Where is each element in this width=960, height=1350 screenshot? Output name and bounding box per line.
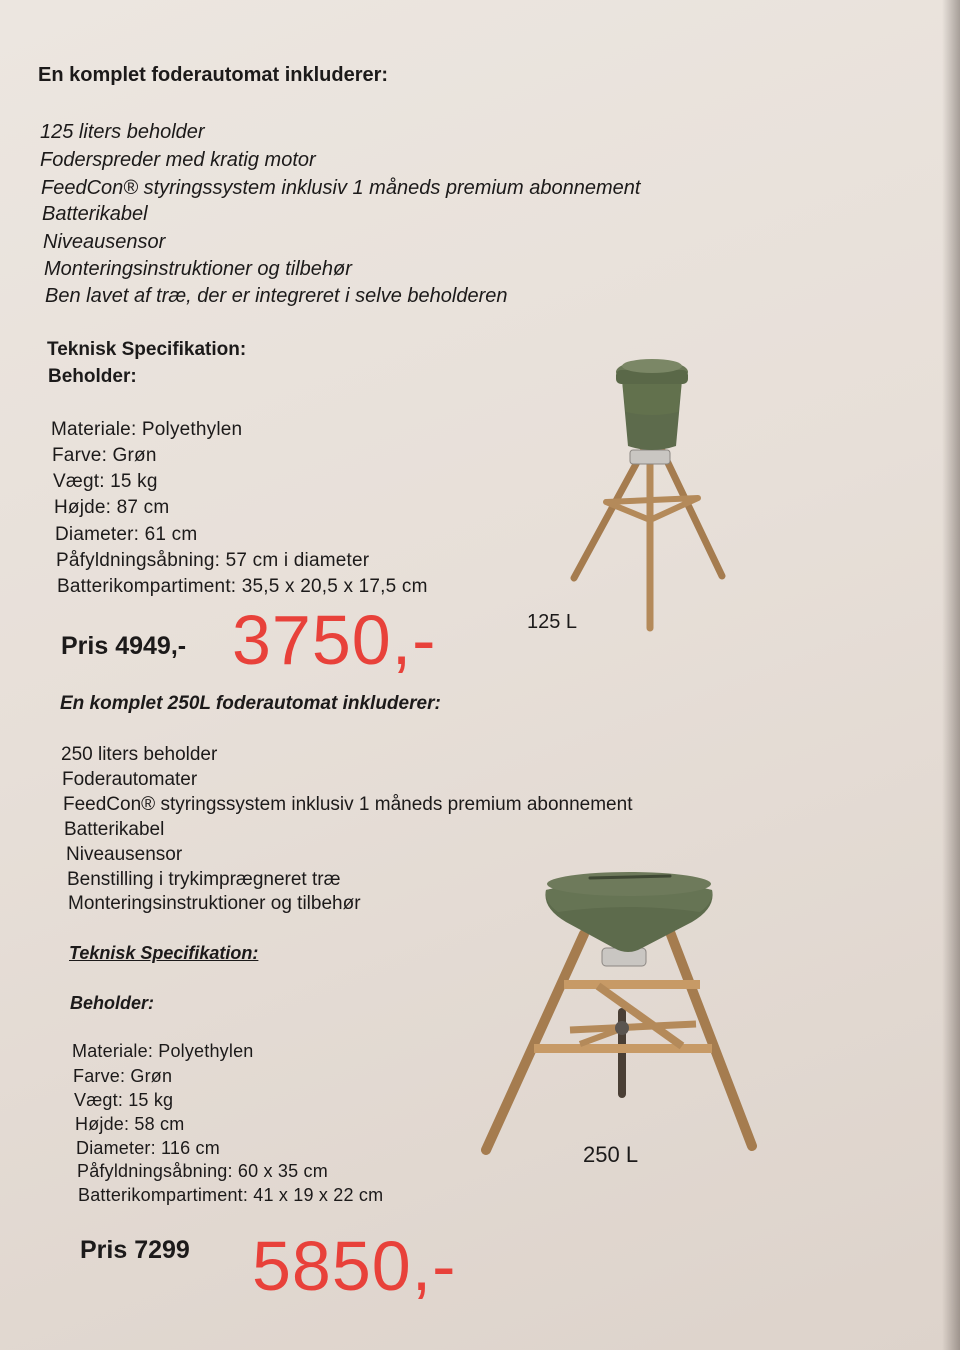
section1-list-item: Foderspreder med kratig motor xyxy=(40,149,316,171)
section2-spec-battery: Batterikompartiment: 41 x 19 x 22 cm xyxy=(78,1185,384,1205)
section2-spec-heading: Teknisk Specifikation: xyxy=(69,943,259,963)
section1-spec-battery: Batterikompartiment: 35,5 x 20,5 x 17,5 cm xyxy=(57,576,428,597)
section2-spec-opening: Påfyldningsåbning: 60 x 35 cm xyxy=(77,1161,328,1181)
section2-list-item: Niveausensor xyxy=(66,844,183,865)
section2-heading: En komplet 250L foderautomat inkluderer: xyxy=(60,693,441,714)
section2-list-item: Benstilling i trykimprægneret træ xyxy=(67,869,341,890)
section2-spec-material: Materiale: Polyethylen xyxy=(72,1041,254,1061)
section2-spec-weight: Vægt: 15 kg xyxy=(74,1090,174,1110)
section1-old-price: Pris 4949,- xyxy=(61,632,187,660)
section1-container-heading: Beholder: xyxy=(48,366,137,387)
section1-list-item: Monteringsinstruktioner og tilbehør xyxy=(44,258,352,280)
section1-heading: En komplet foderautomat inkluderer: xyxy=(38,64,389,86)
page-edge-shadow xyxy=(942,0,960,1350)
section1-new-price: 3750,- xyxy=(232,601,437,679)
section1-list-item: Ben lavet af træ, der er integreret i selve beholderen xyxy=(45,285,508,307)
section2-list-item: FeedCon® styringssystem inklusiv 1 måneds premium abonnement xyxy=(63,794,633,815)
section2-spec-diameter: Diameter: 116 cm xyxy=(76,1138,220,1158)
section2-container-heading: Beholder: xyxy=(70,993,155,1013)
section1-list-item: 125 liters beholder xyxy=(40,121,205,143)
section1-list-item: Niveausensor xyxy=(43,231,166,253)
section2-old-price: Pris 7299 xyxy=(80,1236,190,1264)
section1-spec-height: Højde: 87 cm xyxy=(54,497,170,518)
section1-spec-opening: Påfyldningsåbning: 57 cm i diameter xyxy=(56,550,370,571)
section1-spec-weight: Vægt: 15 kg xyxy=(53,471,158,492)
feeder-125l-image xyxy=(560,350,750,640)
section1-list-item: Batterikabel xyxy=(42,203,148,225)
section2-list-item: Batterikabel xyxy=(64,819,165,840)
section1-spec-color: Farve: Grøn xyxy=(52,445,157,466)
section2-list-item: Monteringsinstruktioner og tilbehør xyxy=(68,893,361,914)
section2-list-item: 250 liters beholder xyxy=(61,744,218,765)
section1-product-caption: 125 L xyxy=(527,611,578,633)
section2-spec-height: Højde: 58 cm xyxy=(75,1114,185,1134)
section1-spec-heading: Teknisk Specifikation: xyxy=(47,339,247,360)
section2-new-price: 5850,- xyxy=(252,1227,457,1305)
section2-product-caption: 250 L xyxy=(583,1142,639,1167)
section2-list-item: Foderautomater xyxy=(62,769,198,790)
section1-list-item: FeedCon® styringssystem inklusiv 1 måneds premium abonnement xyxy=(41,177,641,199)
section1-spec-material: Materiale: Polyethylen xyxy=(51,419,243,440)
feeder-250l-image xyxy=(470,862,780,1162)
section1-spec-diameter: Diameter: 61 cm xyxy=(55,524,198,545)
section2-spec-color: Farve: Grøn xyxy=(73,1066,173,1086)
